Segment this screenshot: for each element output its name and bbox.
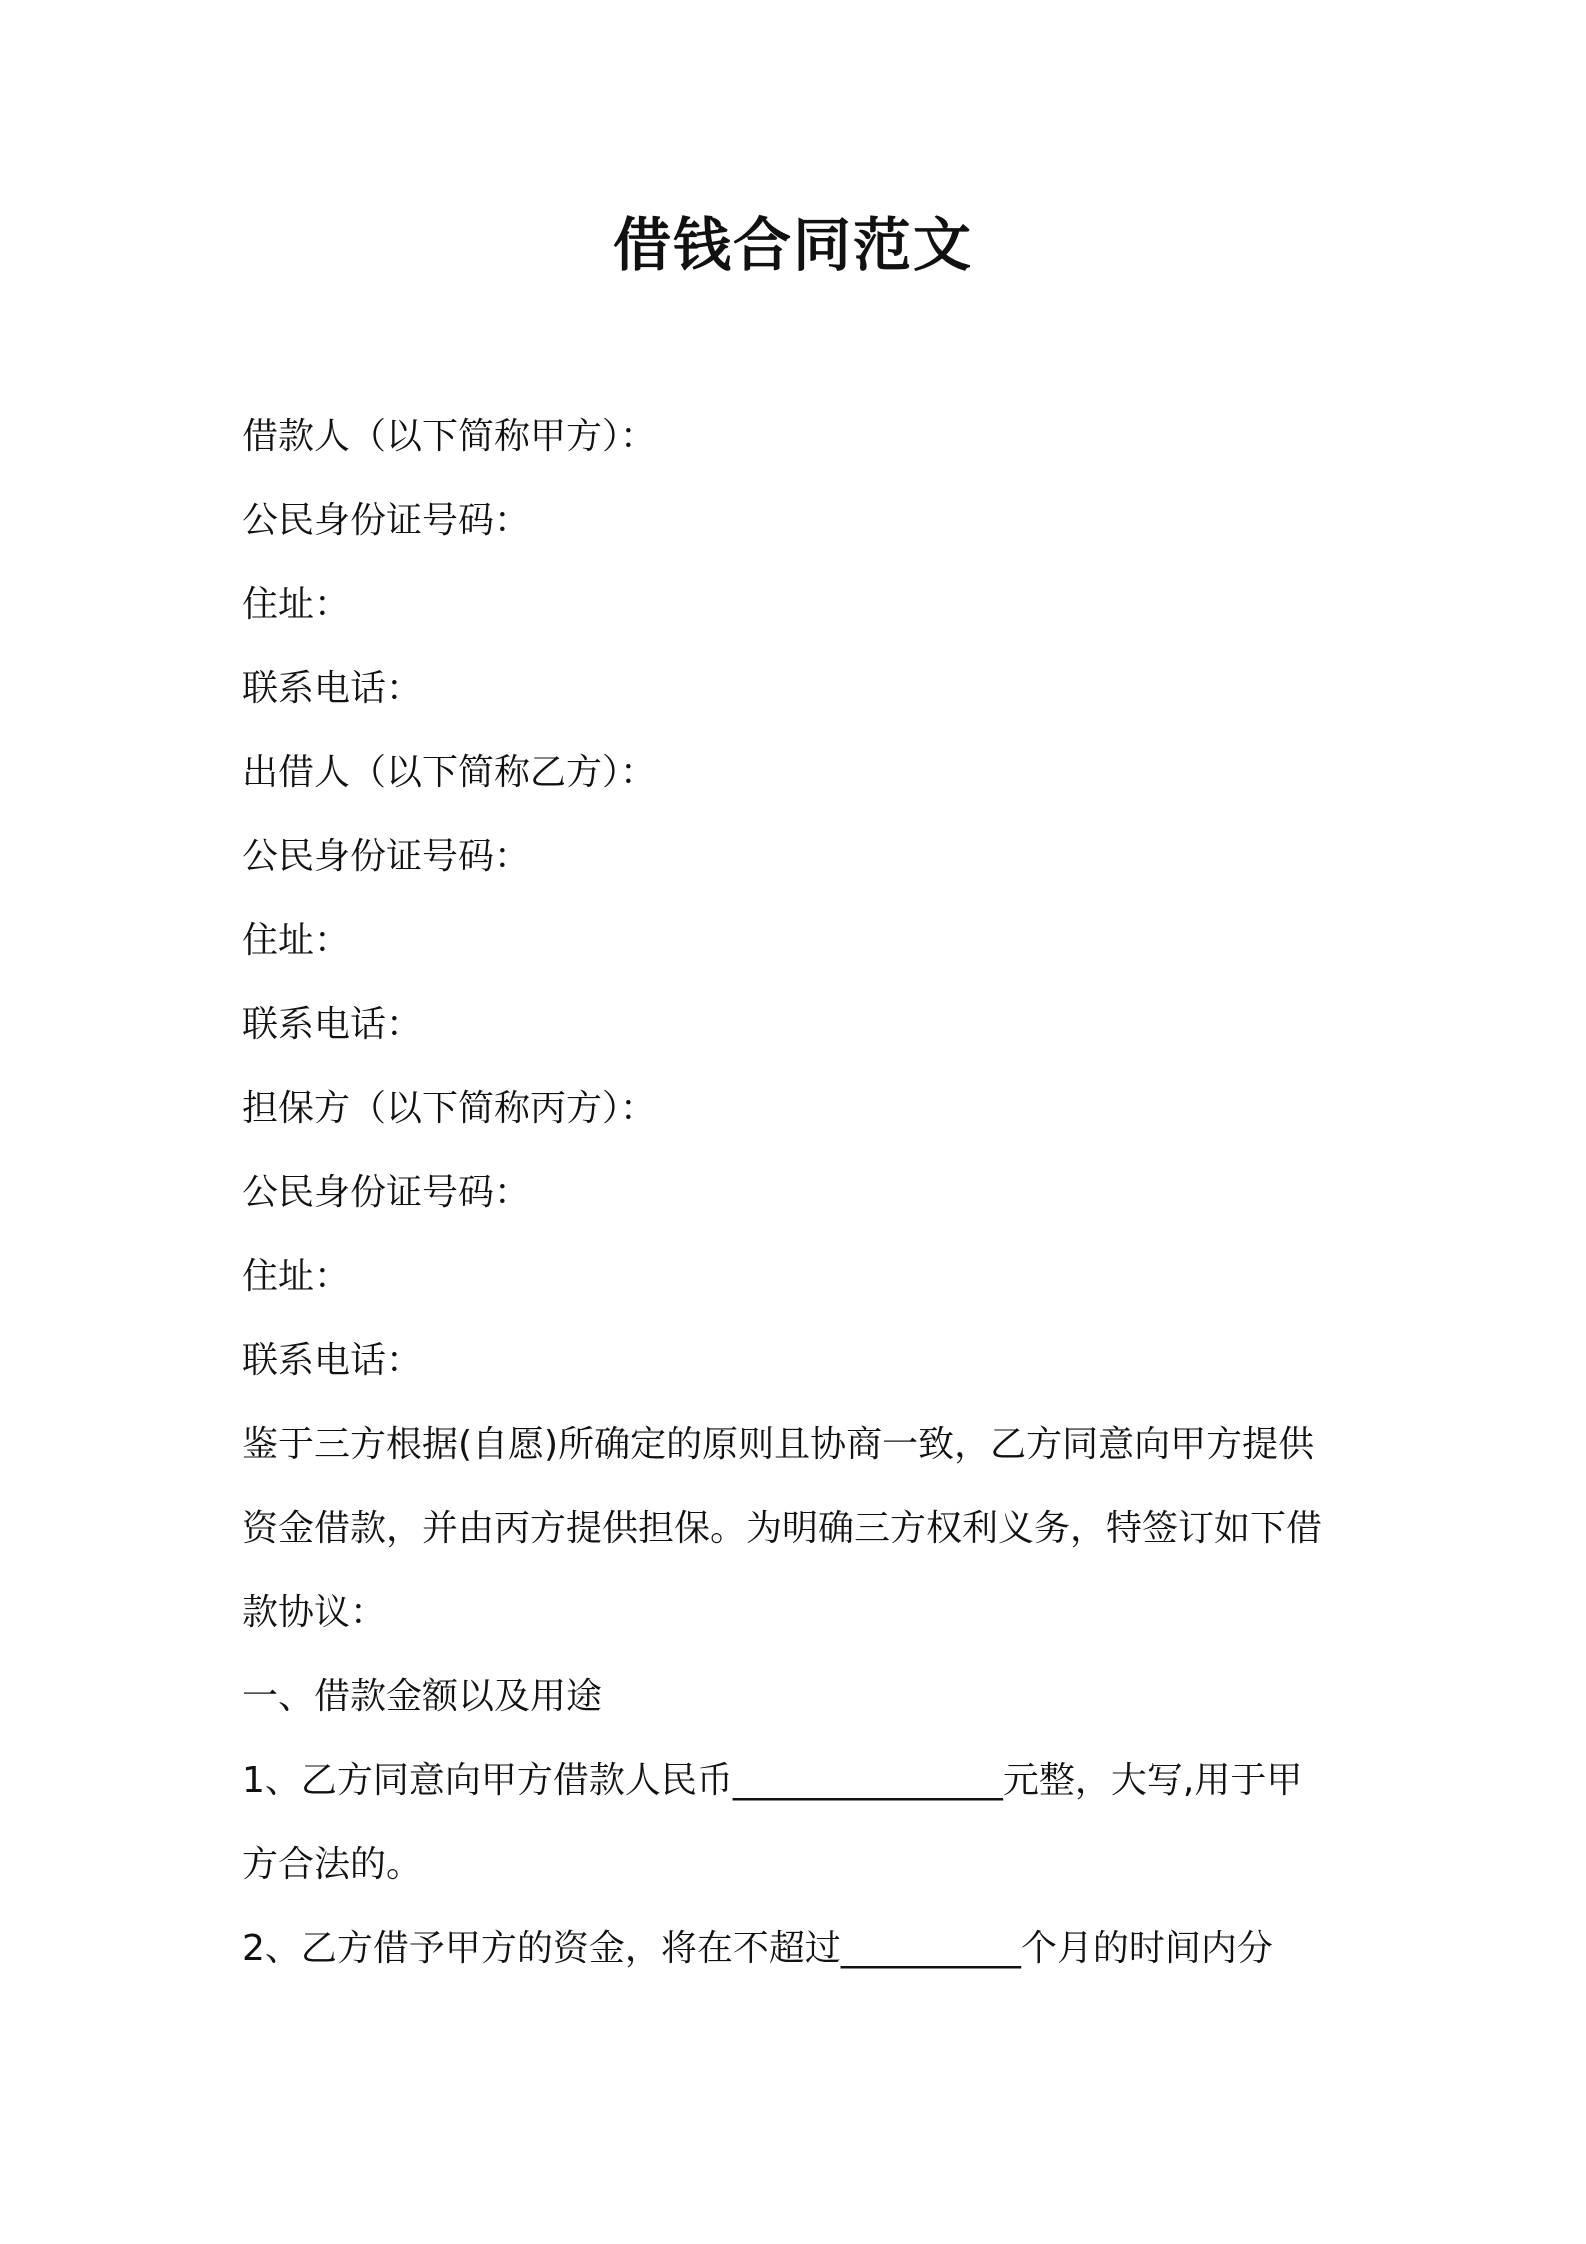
clause-2-line-1: 2、乙方借予甲方的资金，将在不超过__________个月的时间内分 (242, 1928, 1273, 1969)
lender-label: 出借人（以下简称乙方）： (242, 752, 657, 793)
guarantor-id-label: 公民身份证号码： (242, 1172, 531, 1213)
guarantor-address-label: 住址： (242, 1256, 351, 1297)
preamble-line-3: 款协议： (242, 1592, 387, 1633)
borrower-address-label: 住址： (242, 584, 351, 625)
borrower-phone-label: 联系电话： (242, 668, 423, 709)
lender-id-label: 公民身份证号码： (242, 836, 531, 877)
preamble-line-2: 资金借款，并由丙方提供担保。为明确三方权利义务，特签订如下借 (242, 1508, 1323, 1549)
section-heading-loan-amount: 一、借款金额以及用途 (242, 1676, 603, 1717)
clause-1-line-2: 方合法的。 (242, 1844, 423, 1885)
lender-phone-label: 联系电话： (242, 1004, 423, 1045)
document-title: 借钱合同范文 (612, 211, 973, 279)
document-body (242, 395, 1357, 1991)
borrower-id-label: 公民身份证号码： (242, 500, 531, 541)
preamble-line-1: 鉴于三方根据(自愿)所确定的原则且协商一致，乙方同意向甲方提供 (242, 1424, 1315, 1465)
borrower-label: 借款人（以下简称甲方）： (242, 416, 657, 457)
lender-address-label: 住址： (242, 920, 351, 961)
guarantor-phone-label: 联系电话： (242, 1340, 423, 1381)
clause-1-line-1: 1、乙方同意向甲方借款人民币_______________元整，大写,用于甲 (242, 1760, 1303, 1801)
guarantor-label: 担保方（以下简称丙方）： (242, 1088, 657, 1129)
